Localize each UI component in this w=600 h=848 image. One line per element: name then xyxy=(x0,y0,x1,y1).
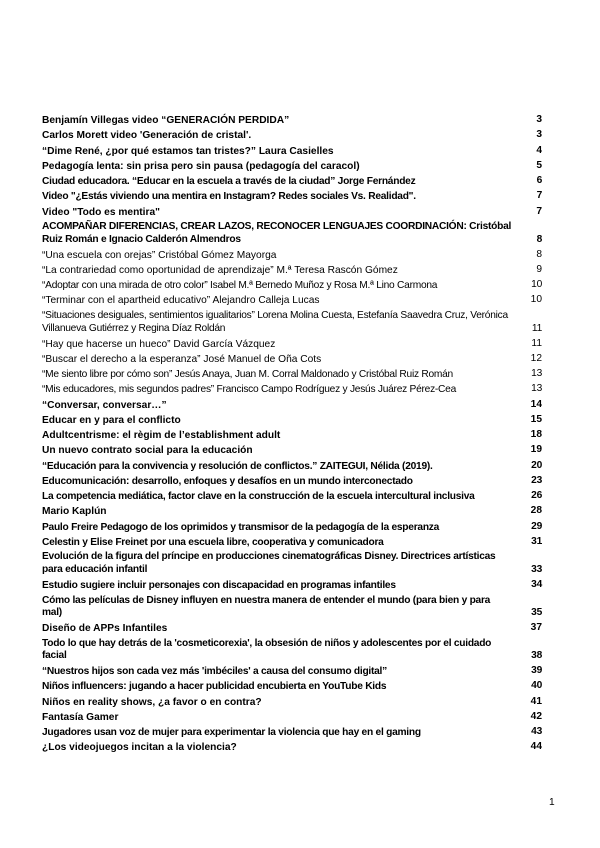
toc-entry-title: Niños influencers: jugando a hacer publicidad encubierta en YouTube Kids xyxy=(42,681,387,693)
toc-entry[interactable] xyxy=(42,695,542,710)
toc-entry[interactable] xyxy=(42,309,542,337)
toc-entry-title: Evolución de la figura del príncipe en producciones cinematográficas Disney. Directrices artísticas para educación infantil xyxy=(42,551,496,575)
toc-entry-title: Mario Kaplún xyxy=(42,506,107,518)
toc-entry-title: “Situaciones desiguales, sentimientos igualitarios” Lorena Molina Cuesta, Estefanía Saavedra Cruz, Verónica Villanueva Gutiérrez y Regina Díaz Roldán xyxy=(42,310,508,334)
toc-entry-title: Estudio sugiere incluir personajes con discapacidad en programas infantiles xyxy=(42,579,396,591)
toc-entry[interactable] xyxy=(42,621,542,636)
toc-entry-page: 6 xyxy=(536,175,542,186)
toc-entry-page: 7 xyxy=(536,190,542,202)
toc-entry[interactable] xyxy=(42,710,542,725)
toc-entry[interactable] xyxy=(42,220,542,248)
toc-entry[interactable] xyxy=(42,159,542,174)
toc-entry-title: Carlos Morett video 'Generación de cristal'. xyxy=(42,130,252,142)
toc-entry[interactable] xyxy=(42,679,542,694)
toc-entry[interactable] xyxy=(42,382,542,397)
toc-entry-page: 18 xyxy=(530,429,542,440)
toc-entry-title: Educomunicación: desarrollo, enfoques y desafíos en un mundo interconectado xyxy=(42,475,413,487)
toc-entry-title: Fantasía Gamer xyxy=(42,711,119,723)
toc-entry-page: 35 xyxy=(531,607,542,619)
toc-entry-page: 5 xyxy=(536,159,542,171)
toc-entry-page: 3 xyxy=(536,129,542,141)
toc-entry-title: Video "Todo es mentira" xyxy=(42,206,160,218)
toc-entry-title: Un nuevo contrato social para la educación xyxy=(42,445,253,457)
toc-entry[interactable] xyxy=(42,144,542,159)
toc-entry-page: 11 xyxy=(531,337,542,349)
toc-entry-page: 28 xyxy=(530,505,542,517)
toc-entry-title: “Nuestros hijos son cada vez más 'imbéciles' a causa del consumo digital” xyxy=(42,666,387,678)
toc-entry-title: La competencia mediática, factor clave en la construcción de la escuela intercultural inclusiva xyxy=(42,491,475,502)
toc-entry[interactable] xyxy=(42,113,542,128)
toc-entry-page: 9 xyxy=(536,263,542,275)
toc-entry-title: “Terminar con el apartheid educativo” Alejandro Calleja Lucas xyxy=(42,295,320,307)
toc-entry-title: ¿Los videojuegos incitan a la violencia? xyxy=(42,742,237,754)
toc-entry-title: “Hay que hacerse un hueco” David García Vázquez xyxy=(42,338,276,350)
toc-entry-page: 10 xyxy=(531,279,542,291)
toc-entry[interactable] xyxy=(42,352,542,367)
toc-entry[interactable] xyxy=(42,174,542,189)
toc-entry-page: 20 xyxy=(531,459,542,471)
toc-entry-page: 12 xyxy=(530,352,542,364)
toc-entry-title: Benjamín Villegas video “GENERACIÓN PERDIDA” xyxy=(42,115,290,126)
toc-entry[interactable] xyxy=(42,413,542,428)
toc-entry-title: ACOMPAÑAR DIFERENCIAS, CREAR LAZOS, RECONOCER LENGUAJES COORDINACIÓN: Cristóbal Ruiz Román e Ignacio Calderón Almendros xyxy=(42,221,512,245)
toc-entry[interactable] xyxy=(42,474,542,489)
toc-entry-page: 42 xyxy=(530,710,542,722)
toc-entry-title: Jugadores usan voz de mujer para experimentar la violencia que hay en el gaming xyxy=(42,727,421,739)
toc-entry-title: “Me siento libre por cómo son” Jesús Anaya, Juan M. Corral Maldonado y Cristóbal Ruiz Román xyxy=(42,369,453,380)
toc-entry-title: Adultcentrisme: el règim de l’establishment adult xyxy=(42,430,281,441)
toc-entry-title: “Una escuela con orejas” Cristóbal Gómez Mayorga xyxy=(42,249,277,261)
toc-entry-title: Paulo Freire Pedagogo de los oprimidos y transmisor de la pedagogía de la esperanza xyxy=(42,521,440,533)
toc-entry-title: Todo lo que hay detrás de la 'cosmeticorexia', la obsesión de niños y adolescentes por el cuidado facial xyxy=(42,637,492,662)
toc-entry[interactable] xyxy=(42,636,542,664)
toc-entry[interactable] xyxy=(42,443,542,458)
toc-entry-page: 38 xyxy=(531,650,542,662)
toc-entry-page: 3 xyxy=(536,114,542,125)
toc-entry[interactable] xyxy=(42,337,542,352)
table-of-contents xyxy=(42,113,542,756)
toc-entry-title: Video "¿Estás viviendo una mentira en Instagram? Redes sociales Vs. Realidad". xyxy=(42,191,416,203)
toc-entry-page: 13 xyxy=(531,383,542,395)
toc-entry[interactable] xyxy=(42,740,542,755)
toc-entry-page: 39 xyxy=(531,665,542,677)
toc-entry-title: “Educación para la convivencia y resolución de conflictos.” ZAITEGUI, Nélida (2019). xyxy=(42,460,433,472)
toc-entry-page: 41 xyxy=(530,695,542,707)
toc-entry-title: “Mis educadores, mis segundos padres” Francisco Campo Rodríguez y Jesús Juárez Pérez-Cea xyxy=(42,384,456,396)
page-number: 1 xyxy=(549,797,555,808)
toc-entry-page: 34 xyxy=(531,578,542,590)
toc-entry-title: Niños en reality shows, ¿a favor o en contra? xyxy=(42,696,262,708)
toc-entry-title: Diseño de APPs Infantiles xyxy=(42,623,168,634)
toc-entry[interactable] xyxy=(42,428,542,443)
toc-entry[interactable] xyxy=(42,578,542,593)
toc-entry[interactable] xyxy=(42,725,542,740)
toc-entry-title: “Conversar, conversar…” xyxy=(42,399,167,411)
toc-entry-title: “Buscar el derecho a la esperanza” José Manuel de Oña Cots xyxy=(42,353,322,365)
toc-entry-page: 43 xyxy=(531,726,542,738)
toc-entry[interactable] xyxy=(42,398,542,413)
toc-entry[interactable] xyxy=(42,205,542,220)
toc-entry[interactable] xyxy=(42,520,542,535)
toc-entry[interactable] xyxy=(42,504,542,519)
toc-entry-title: Ciudad educadora. “Educar en la escuela a través de la ciudad” Jorge Fernández xyxy=(42,176,416,187)
toc-entry-title: “Adoptar con una mirada de otro color” Isabel M.ª Bernedo Muñoz y Rosa M.ª Lino Carmona xyxy=(42,280,438,292)
toc-entry[interactable] xyxy=(42,593,542,621)
toc-entry-title: Educar en y para el conflicto xyxy=(42,414,181,426)
toc-entry-page: 15 xyxy=(530,413,542,425)
toc-entry[interactable] xyxy=(42,367,542,382)
toc-entry-page: 31 xyxy=(531,535,542,547)
toc-entry-title: Pedagogía lenta: sin prisa pero sin pausa (pedagogía del caracol) xyxy=(42,160,360,172)
toc-entry[interactable] xyxy=(42,189,542,204)
toc-entry-title: Cómo las películas de Disney influyen en nuestra manera de entender el mundo (para bien y para mal) xyxy=(42,594,491,619)
toc-entry-page: 4 xyxy=(536,144,542,156)
toc-entry[interactable] xyxy=(42,550,542,578)
toc-entry[interactable] xyxy=(42,128,542,143)
toc-entry-page: 8 xyxy=(536,233,542,245)
toc-entry-page: 14 xyxy=(530,398,542,410)
toc-entry-page: 13 xyxy=(531,368,542,379)
toc-entry-page: 40 xyxy=(531,680,542,692)
toc-entry-page: 11 xyxy=(531,322,542,334)
toc-entry-page: 7 xyxy=(536,205,542,217)
toc-entry[interactable] xyxy=(42,293,542,308)
toc-entry[interactable] xyxy=(42,664,542,679)
toc-entry[interactable] xyxy=(42,278,542,293)
toc-entry[interactable] xyxy=(42,489,542,504)
toc-entry-page: 44 xyxy=(530,741,542,753)
toc-entry-page: 29 xyxy=(531,520,542,532)
toc-entry-page: 8 xyxy=(536,248,542,260)
toc-entry[interactable] xyxy=(42,535,542,550)
toc-entry-page: 37 xyxy=(530,622,542,633)
toc-entry-title: “La contrariedad como oportunidad de aprendizaje” M.ª Teresa Rascón Gómez xyxy=(42,264,398,276)
toc-entry-page: 26 xyxy=(531,490,542,501)
toc-entry[interactable] xyxy=(42,459,542,474)
toc-entry-page: 10 xyxy=(530,294,542,306)
toc-entry[interactable] xyxy=(42,248,542,263)
toc-entry-title: “Dime René, ¿por qué estamos tan tristes?” Laura Casielles xyxy=(42,145,334,157)
toc-entry-page: 23 xyxy=(531,474,542,486)
toc-entry-page: 19 xyxy=(530,444,542,456)
toc-entry-page: 33 xyxy=(531,563,542,575)
toc-entry-title: Celestin y Elise Freinet por una escuela libre, cooperativa y comunicadora xyxy=(42,536,384,548)
toc-entry[interactable] xyxy=(42,263,542,278)
